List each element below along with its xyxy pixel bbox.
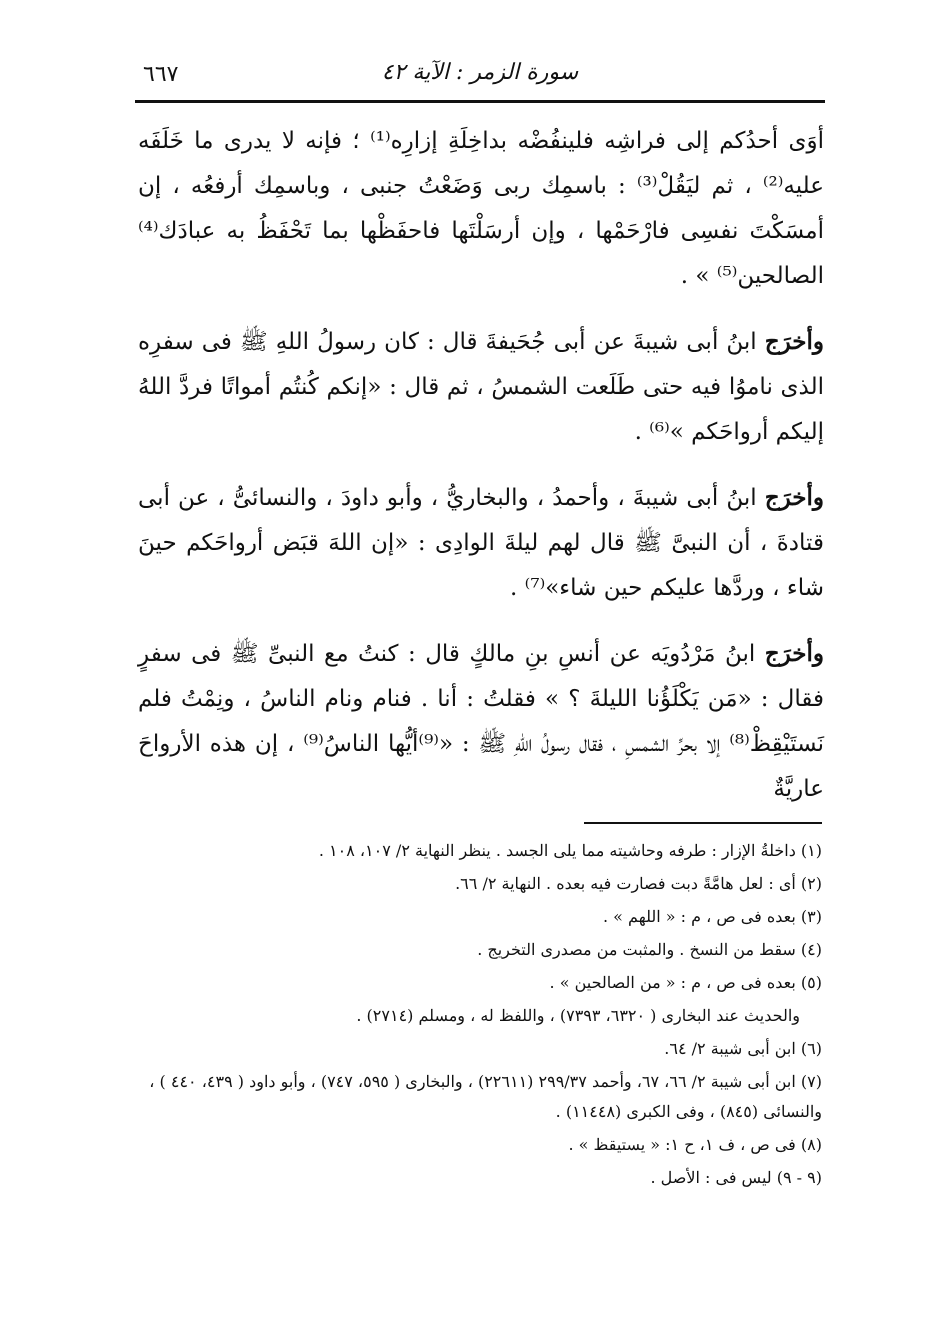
- footnote-9: (٩ - ٩) ليس فى : الأصل .: [650, 1168, 822, 1187]
- paragraph-3: [138, 475, 824, 611]
- footnote-1: (١) داخلةُ الإزار : طرفه وحاشيته مما يلى الجسد . ينظر النهاية ٢/ ١٠٧، ١٠٨ .: [318, 841, 822, 860]
- main-text: [138, 118, 824, 832]
- paragraph-lead: وأخرَج: [764, 640, 825, 667]
- paragraph-lead: وأخرَج: [764, 484, 824, 511]
- paragraph-text: ابنُ أبى شيبةَ عن أبى جُحَيفةَ قال : كان رسولُ اللهِ ﷺ فى سفرِه الذى ناموُا فيه حتى طَلَعت الشمسُ ، ثم قال : «إنكم كُنتُم أمواتًا فردَّ اللهُ إليكم أرواحَكم »⁽⁶⁾ .: [138, 329, 824, 445]
- paragraph-1: [138, 118, 824, 299]
- footnote-8: (٨) فى ص ، ف ١، ح ١: « يستيقظ » .: [568, 1135, 822, 1154]
- footnote-4: (٤) سقط من النسخ . والمثبت من مصدرى التخريج .: [477, 940, 822, 959]
- footnote-6: (٦) ابن أبى شيبة ٢/ ٦٤.: [664, 1039, 822, 1058]
- page-header: [135, 58, 825, 98]
- paragraph-2: [138, 319, 824, 455]
- paragraph-4: [138, 631, 824, 812]
- footnote-rule: [584, 822, 822, 824]
- page-number: ٦٦٧: [143, 62, 179, 87]
- footnote-5-continuation: والحديث عند البخارى ( ٦٣٢٠، ٧٣٩٣) ، واللفظ له ، ومسلم (٢٧١٤) .: [356, 1006, 800, 1025]
- paragraph-lead: وأخرَج: [764, 328, 824, 355]
- footnote-7: (٧) ابن أبى شيبة ٢/ ٦٦، ٦٧، وأحمد ٢٩٩/٣٧ (٢٢٦١١) ، والبخارى ( ٥٩٥، ٧٤٧) ، وأبو داود ( ٤٣٩، ٤٤٠ ) ، والنسائى (٨٤٥) ، وفى الكبرى (١١٤٤٨) .: [149, 1072, 822, 1121]
- paragraph-text: ابنُ مَرْدُويَه عن أنسِ بنِ مالكٍ قال : كنتُ مع النبىِّ ﷺ فى سفرٍ فقال : «مَن يَكْلَؤُنا الليلةَ ؟ » فقلتُ : أنا . فنام ونام الناسُ ، ونِمْتُ فلم نَستَيْقِظْ⁽⁸⁾ إلا بحرِّ الشمسِ ، فقال رسولُ اللهِ ﷺ : «⁽⁹⁾أيُّها الناسُ⁽⁹⁾ ، إن هذه الأرواحَ عاريَّةٌ: [138, 641, 825, 802]
- paragraph-text: أوَى أحدُكم إلى فراشِه فلينفُضْه بداخِلَةِ إزارِه⁽¹⁾ ؛ فإنه لا يدرى ما خَلَفَه عليه⁽²⁾ ، ثم ليَقُلْ⁽³⁾ : باسمِك ربى وَضَعْتُ جنبى ، وباسمِك أرفعُه ، إن أمسَكْتَ نفسِى فارْحَمْها ، وإن أرسَلْتَها فاحفَظْها بما تَحْفَظُ به عبادَك⁽⁴⁾ الصالحين⁽⁵⁾ » .: [138, 128, 825, 289]
- paragraph-text: ابنُ أبى شيبةَ ، وأحمدُ ، والبخاريُّ ، وأبو داودَ ، والنسائىُّ ، عن أبى قتادةَ ، أن النبىَّ ﷺ قال لهم ليلةَ الوادِى : «إن اللهَ قبَض أرواحَكم حينَ شاء ، وردَّها عليكم حين شاء»⁽⁷⁾ .: [138, 485, 824, 601]
- footnotes: [140, 836, 822, 1196]
- running-title: سورة الزمر : الآية ٤٢: [381, 60, 579, 85]
- footnote-5: (٥) بعده فى ص ، م : « من الصالحين » .: [549, 973, 822, 992]
- footnote-2: (٢) أى : لعل هامَّةً دبت فصارت فيه بعده . النهاية ٢/ ٦٦.: [455, 874, 822, 893]
- footnote-3: (٣) بعده فى ص ، م : « اللهم » .: [603, 907, 822, 926]
- header-rule: [135, 100, 825, 103]
